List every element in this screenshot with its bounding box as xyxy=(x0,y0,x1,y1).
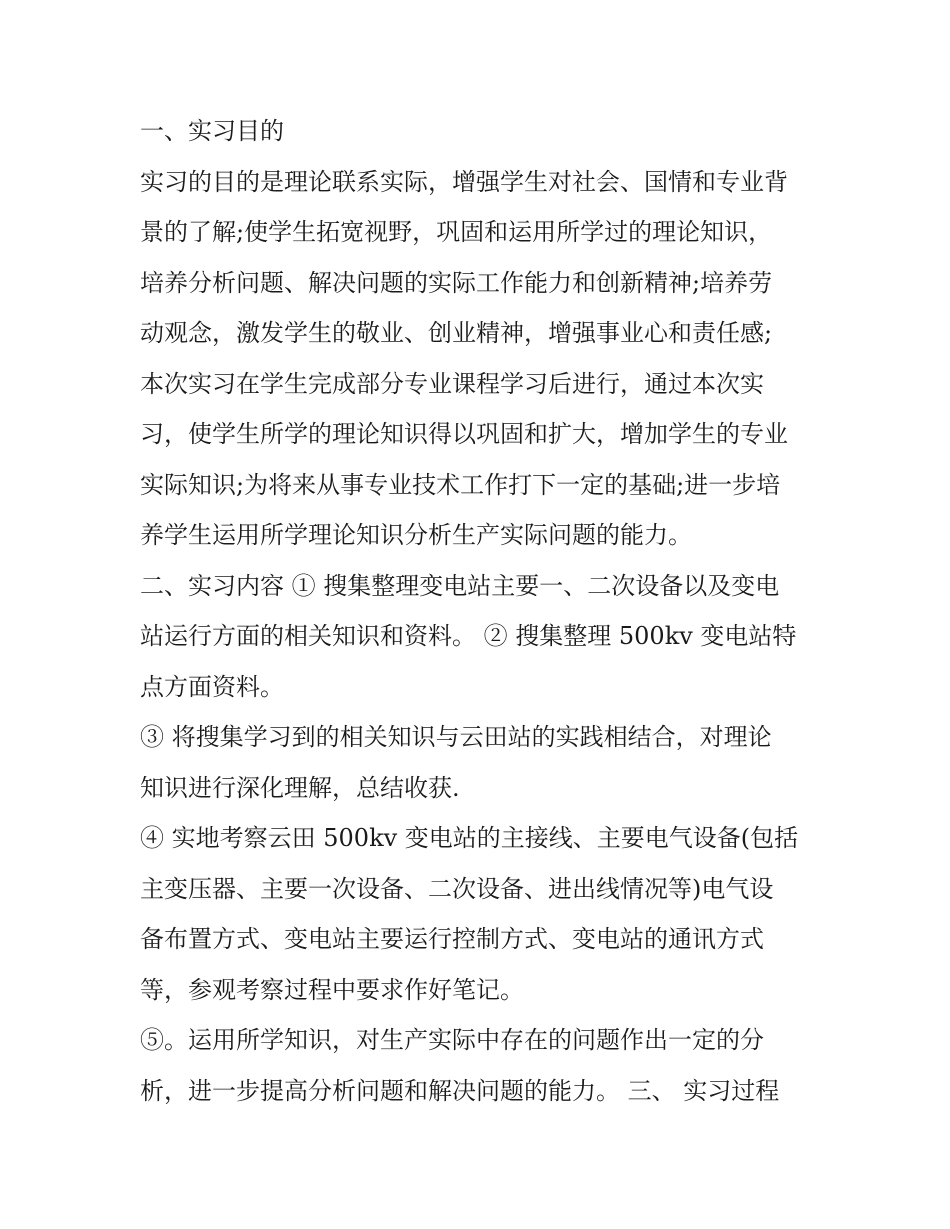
paragraph-line: 本次实习在学生完成部分专业课程学习后进行，通过本次实 xyxy=(140,369,764,398)
section-heading-content: 二、实习内容 ① 搜集整理变电站主要一、二次设备以及变电 xyxy=(140,571,780,600)
list-item-line: ④ 实地考察云田 500kv 变电站的主接线、主要电气设备(包括 xyxy=(140,824,799,852)
section-heading-purpose: 一、实习目的 xyxy=(140,117,284,145)
paragraph-line: 备布置方式、变电站主要运行控制方式、变电站的通讯方式 xyxy=(140,925,764,953)
paragraph-line: 点方面资料。 xyxy=(140,672,284,701)
list-item-line: ⑤。运用所学知识，对生产实际中存在的问题作出一定的分 xyxy=(140,1026,764,1054)
paragraph-line: 习，使学生所学的理论知识得以巩固和扩大，增加学生的专业 xyxy=(140,420,788,448)
paragraph-line: 站运行方面的相关知识和资料。 ② 搜集整理 500kv 变电站特 xyxy=(140,622,797,650)
paragraph-line: 培养分析问题、解决问题的实际工作能力和创新精神;培养劳 xyxy=(140,268,773,297)
paragraph-line: 实习的目的是理论联系实际，增强学生对社会、国情和专业背 xyxy=(140,167,788,196)
paragraph-line: 析，进一步提高分析问题和解决问题的能力。 三、 实习过程 xyxy=(140,1076,780,1105)
paragraph-line: 等，参观考察过程中要求作好笔记。 xyxy=(140,975,524,1004)
paragraph-line: 动观念，激发学生的敬业、创业精神，增强事业心和责任感; xyxy=(140,319,773,347)
list-item-line: ③ 将搜集学习到的相关知识与云田站的实践相结合，对理论 xyxy=(140,723,772,751)
paragraph-line: 养学生运用所学理论知识分析生产实际问题的能力。 xyxy=(140,521,692,549)
paragraph-line: 主变压器、主要一次设备、二次设备、进出线情况等)电气设 xyxy=(140,874,774,903)
paragraph-line: 景的了解;使学生拓宽视野，巩固和运用所学过的理论知识， xyxy=(140,218,773,246)
paragraph-line: 实际知识;为将来从事专业技术工作打下一定的基础;进一步培 xyxy=(140,470,781,499)
paragraph-line: 知识进行深化理解，总结收获. xyxy=(140,773,460,802)
document-body xyxy=(140,106,830,1116)
